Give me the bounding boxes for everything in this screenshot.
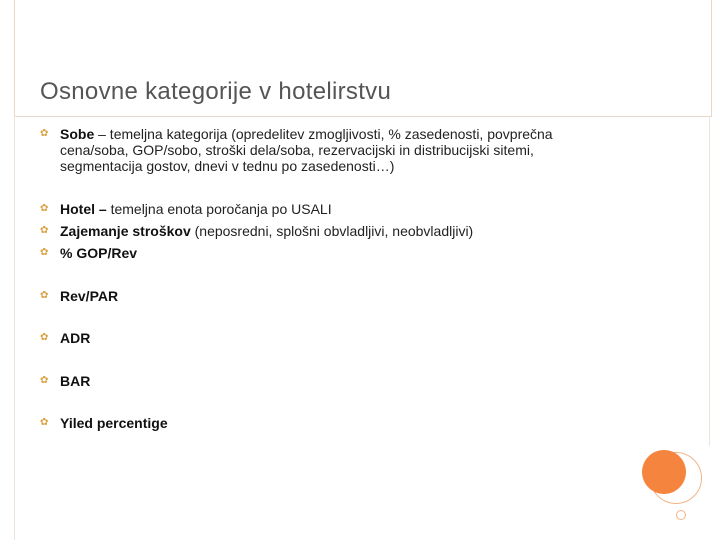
bullet-bold: Yiled percentige <box>60 415 168 431</box>
gear-bullet-icon: ✿ <box>40 225 49 236</box>
gear-bullet-icon: ✿ <box>40 290 49 301</box>
bullet-text <box>60 201 332 217</box>
bullet-text <box>60 415 168 431</box>
bullet-rest-line-2: cena/soba, GOP/sobo, stroški dela/soba, rezervacijski in distribucijski sitemi, <box>60 142 534 158</box>
bullet-text <box>60 223 473 239</box>
gear-bullet-icon: ✿ <box>40 375 49 386</box>
bullet-item-bar <box>40 373 660 389</box>
bullet-text <box>60 330 90 346</box>
bullet-bold: Zajemanje stroškov <box>60 223 191 239</box>
bullet-text <box>60 288 118 304</box>
bullet-bold: Sobe <box>60 126 95 142</box>
bullet-item-revpar <box>40 288 660 304</box>
decorative-circle-filled <box>642 450 686 494</box>
bullet-item-gop <box>40 245 660 261</box>
bullet-rest: (neposredni, splošni obvladljivi, neobvladljivi) <box>190 223 474 239</box>
bullet-bold: ADR <box>60 330 91 346</box>
gear-bullet-icon: ✿ <box>40 332 49 343</box>
gear-bullet-icon: ✿ <box>40 128 49 139</box>
bullet-bold: BAR <box>60 373 91 389</box>
bullet-item-stroski <box>40 223 660 239</box>
bullet-bold: Hotel – <box>60 201 107 217</box>
bullet-rest-line-1: – temeljna kategorija (opredelitev zmogljivosti, % zasedenosti, povprečna <box>94 126 553 142</box>
bullet-item-hotel <box>40 201 660 217</box>
gear-bullet-icon: ✿ <box>40 247 49 258</box>
bullet-item-yield <box>40 415 660 431</box>
bullet-bold: % GOP/Rev <box>60 245 138 261</box>
bullet-text <box>60 245 137 261</box>
gear-bullet-icon: ✿ <box>40 203 49 214</box>
bullet-rest-line-3: segmentacija gostov, dnevi v tednu po zasedenosti…) <box>60 158 395 174</box>
left-frame-line <box>14 116 15 540</box>
bullet-text <box>60 373 90 389</box>
right-frame-line <box>709 116 710 446</box>
slide-title: Osnovne kategorije v hotelirstvu <box>40 78 392 105</box>
bullet-item-adr <box>40 330 660 346</box>
gear-bullet-icon: ✿ <box>40 417 49 428</box>
bullet-bold: Rev/PAR <box>60 288 119 304</box>
decorative-circle-small <box>676 510 686 520</box>
bullet-rest: temeljna enota poročanja po USALI <box>106 201 332 217</box>
bullet-item-sobe <box>40 126 660 174</box>
bullet-text <box>60 126 553 174</box>
